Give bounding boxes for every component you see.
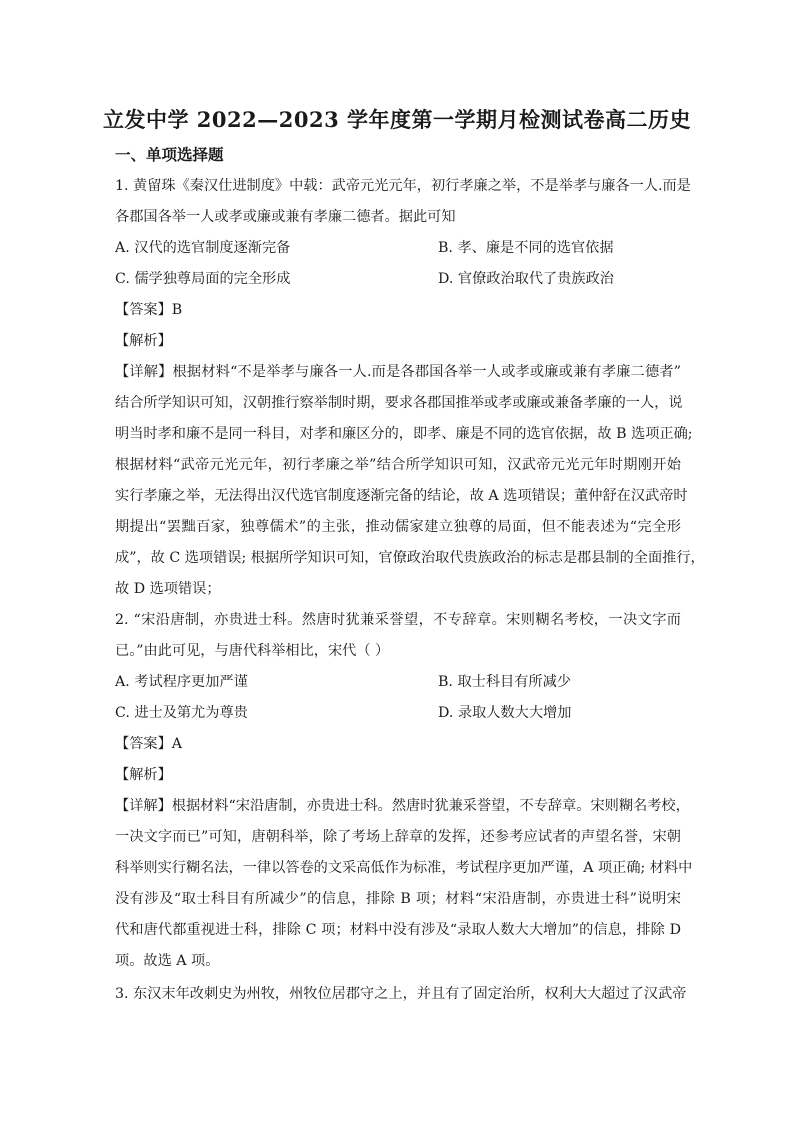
question-1-option-c: C. 儒学独尊局面的完全形成 [115, 271, 291, 287]
answer-value: A [171, 736, 183, 752]
question-2-stem-line-2: 已。”由此可见，与唐代科举相比，宋代（ ） [115, 643, 390, 659]
question-2-detail-line-6: 项。故选 A 项。 [115, 953, 220, 969]
question-2-option-a: A. 考试程序更加严谨 [115, 674, 248, 690]
question-1-detail-line-4: 根据材料“武帝元光元年，初行孝廉之举”结合所学知识可知，汉武帝元光元年时期刚开始 [115, 457, 681, 473]
question-3-stem-line-1: 3. 东汉末年改刺史为州牧，州牧位居郡守之上，并且有了固定治所，权利大大超过了汉武帝 [115, 986, 687, 1002]
answer-label: 【答案】 [115, 302, 172, 318]
question-2-analysis-label: 【解析】 [115, 767, 172, 783]
question-2-detail-line-4: 没有涉及“取士科目有所减少”的信息，排除 B 项；材料“宋沿唐制，亦贵进士科”说明宋 [115, 891, 681, 907]
question-1-detail-line-5: 实行孝廉之举，无法得出汉代选官制度逐渐完备的结论，故 A 选项错误；董仲舒在汉武帝时 [115, 488, 688, 504]
question-2-detail-line-3: 科举则实行糊名法，一律以答卷的文采高低作为标准，考试程序更加严谨，A 项正确; 材料中 [115, 860, 693, 876]
question-2-option-c: C. 进士及第尤为尊贵 [115, 705, 248, 721]
question-1-analysis-label: 【解析】 [115, 333, 172, 349]
question-1-detail-line-7: 成”，故 C 选项错误; 根据所学知识可知，官僚政治取代贵族政治的标志是郡县制的全面推行， [115, 550, 705, 566]
question-2-option-b: B. 取士科目有所减少 [438, 674, 571, 690]
page-title: 立发中学 2022—2023 学年度第一学期月检测试卷高二历史 [102, 107, 691, 132]
question-1-option-b: B. 孝、廉是不同的选官依据 [438, 240, 614, 256]
answer-value: B [171, 302, 183, 318]
question-1-stem-line-1: 1. 黄留珠《秦汉仕进制度》中载：武帝元光元年，初行孝廉之举，不是举孝与廉各一人.而是 [115, 178, 691, 194]
answer-label: 【答案】 [115, 736, 172, 752]
question-1-detail-line-3: 明当时孝和廉不是同一科目，对孝和廉区分的，即孝、廉是不同的选官依据，故 B 选项正确; [115, 426, 693, 442]
question-1-detail-line-6: 期提出“罢黜百家，独尊儒术”的主张，推动儒家建立独尊的局面，但不能表述为“完全形 [115, 519, 681, 535]
question-1-detail-line-2: 结合所学知识可知，汉朝推行察举制时期，要求各郡国推举或孝或廉或兼备孝廉的一人，说 [115, 395, 683, 411]
question-1-stem-line-2: 各郡国各举一人或孝或廉或兼有孝廉二德者。据此可知 [115, 209, 456, 225]
question-1-detail-line-8: 故 D 选项错误； [115, 581, 221, 597]
detail-label: 【详解】 [115, 798, 172, 814]
question-1-option-a: A. 汉代的选官制度逐渐完备 [115, 240, 291, 256]
detail-text: 根据材料“不是举孝与廉各一人.而是各郡国各举一人或孝或廉或兼有孝廉二德者” [172, 364, 681, 380]
section-title: 一、单项选择题 [115, 145, 224, 164]
question-2-option-d: D. 录取人数大大增加 [438, 705, 572, 721]
question-1-option-d: D. 官僚政治取代了贵族政治 [438, 271, 614, 287]
question-2-detail-line-1 [115, 796, 690, 816]
question-2-answer [115, 734, 182, 754]
detail-label: 【详解】 [115, 364, 173, 380]
question-1-detail-line-1 [115, 362, 681, 382]
question-2-detail-line-2: 一决文字而已”可知，唐朝科举，除了考场上辞章的发挥，还参考应试者的声望名誉，宋朝 [115, 829, 681, 845]
detail-text: 根据材料“宋沿唐制，亦贵进士科。然唐时犹兼采誉望，不专辞章。宋则糊名考校， [171, 798, 690, 814]
question-2-detail-line-5: 代和唐代都重视进士科，排除 C 项；材料中没有涉及“录取人数大大增加”的信息，排除 D [115, 922, 681, 938]
question-2-stem-line-1: 2. “宋沿唐制，亦贵进士科。然唐时犹兼采誉望，不专辞章。宋则糊名考校，一决文字而 [115, 612, 681, 628]
question-1-answer [115, 300, 182, 320]
